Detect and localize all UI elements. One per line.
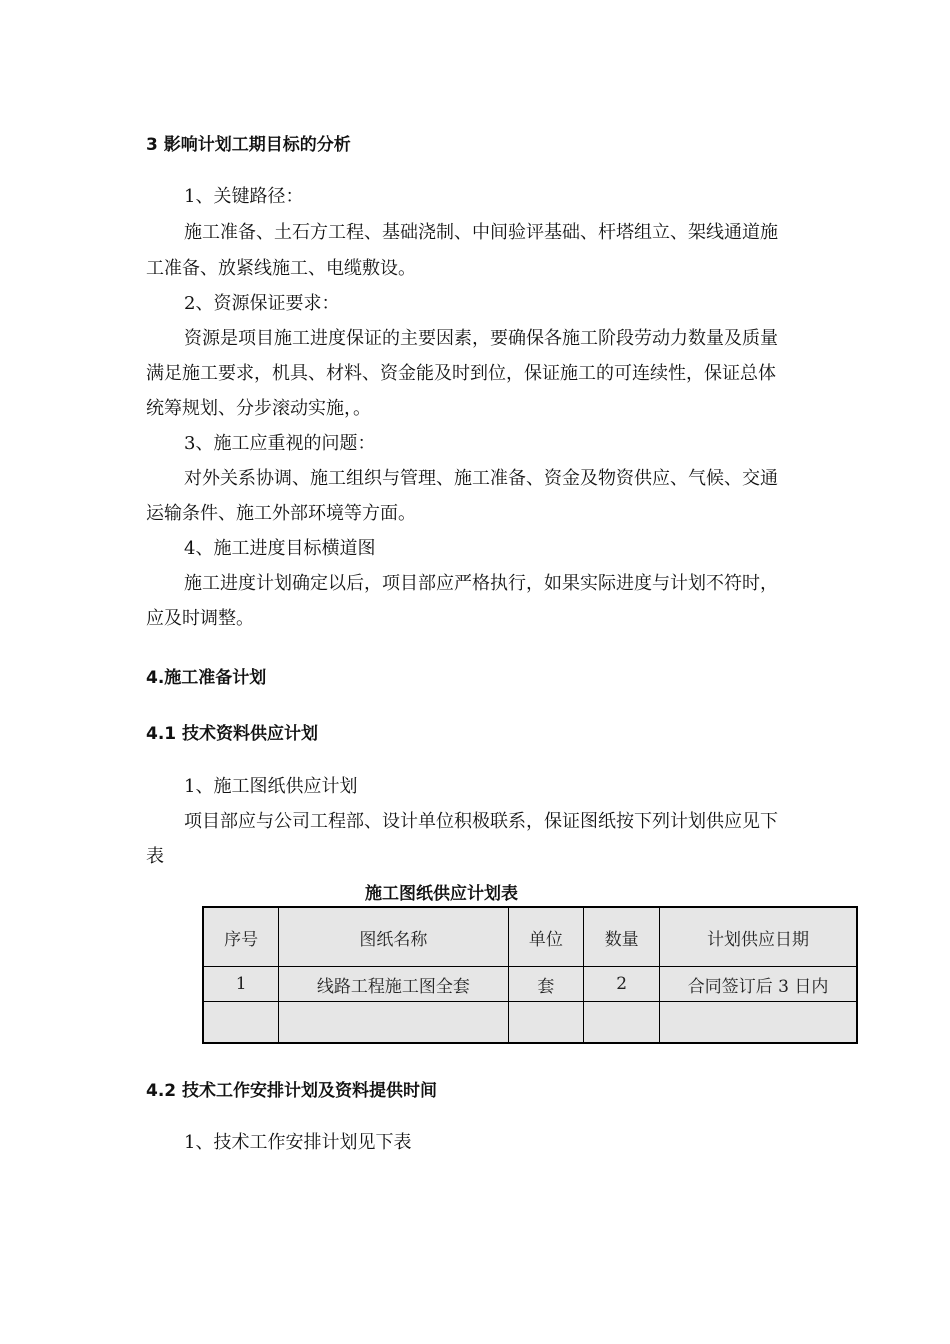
- item-4-text-line-1: 施工进度计划确定以后，项目部应严格执行，如果实际进度与计划不符时，: [184, 573, 778, 594]
- header-cell: 计划供应日期: [660, 907, 857, 967]
- item-2-text-line-2: 满足施工要求，机具、材料、资金能及时到位，保证施工的可连续性，保证总体: [146, 363, 776, 384]
- item-1-text-line-1: 施工准备、土石方工程、基础浇制、中间验评基础、杆塔组立、架线通道施: [184, 222, 778, 243]
- table-cell: [279, 1002, 508, 1044]
- header-cell: 数量: [584, 907, 660, 967]
- table-cell: [584, 1002, 660, 1044]
- item-3-label: 3、施工应重视的问题：: [184, 433, 376, 454]
- item-4-text-line-2: 应及时调整。: [146, 608, 254, 629]
- item-4-label: 4、施工进度目标横道图: [184, 538, 376, 559]
- table-cell: [660, 1002, 857, 1044]
- table-row: [203, 967, 857, 1002]
- section-4-1-item-1: 1、施工图纸供应计划: [184, 776, 358, 797]
- section-3-heading: 3 影响计划工期目标的分析: [146, 135, 351, 155]
- table-cell: 2: [584, 967, 660, 1002]
- section-4-1-heading: 4.1 技术资料供应计划: [146, 724, 319, 744]
- item-2-text-line-1: 资源是项目施工进度保证的主要因素，要确保各施工阶段劳动力数量及质量: [184, 328, 778, 349]
- table-cell: 1: [203, 967, 279, 1002]
- table-cell: 套: [508, 967, 584, 1002]
- table-cell: 线路工程施工图全套: [279, 967, 508, 1002]
- item-3-text-line-1: 对外关系协调、施工组织与管理、施工准备、资金及物资供应、气候、交通: [184, 468, 778, 489]
- section-4-2-heading: 4.2 技术工作安排计划及资料提供时间: [146, 1081, 438, 1101]
- section-4-heading: 4.施工准备计划: [146, 668, 267, 688]
- section-4-2-item-1: 1、技术工作安排计划见下表: [184, 1132, 412, 1153]
- section-4-1-text-line-1: 项目部应与公司工程部、设计单位积极联系，保证图纸按下列计划供应见下: [184, 811, 778, 832]
- table-header-row: [203, 907, 857, 967]
- item-2-text-line-3: 统筹规划、分步滚动实施，。: [146, 398, 371, 419]
- item-2-label: 2、资源保证要求：: [184, 293, 340, 314]
- table-cell: [203, 1002, 279, 1044]
- section-4-1-text-line-2: 表: [146, 846, 164, 867]
- header-cell: 图纸名称: [279, 907, 508, 967]
- item-3-text-line-2: 运输条件、施工外部环境等方面。: [146, 503, 416, 524]
- table-cell: 合同签订后 3 日内: [660, 967, 857, 1002]
- drawing-supply-table: [202, 906, 858, 1044]
- table-row: [203, 1002, 857, 1044]
- header-cell: 序号: [203, 907, 279, 967]
- item-1-label: 1、关键路径：: [184, 186, 304, 207]
- item-1-text-line-2: 工准备、放紧线施工、电缆敷设。: [146, 258, 416, 279]
- table-cell: [508, 1002, 584, 1044]
- table-caption: 施工图纸供应计划表: [365, 884, 518, 904]
- header-cell: 单位: [508, 907, 584, 967]
